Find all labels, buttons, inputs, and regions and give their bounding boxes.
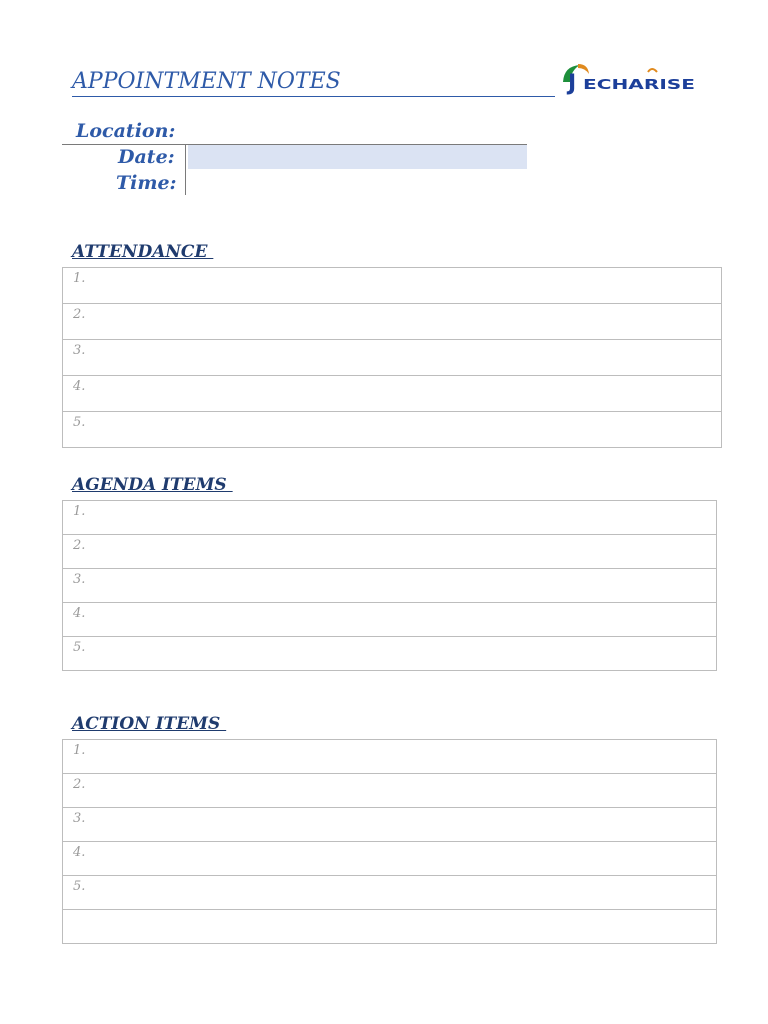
attendance-row[interactable]: [62, 304, 722, 340]
row-number: 5.: [73, 879, 86, 894]
action-item-row[interactable]: [62, 842, 717, 876]
agenda-list: [62, 500, 717, 671]
location-label: Location:: [76, 120, 176, 142]
row-number: 2.: [73, 777, 86, 792]
agenda-row[interactable]: [62, 637, 717, 671]
attendance-heading: ATTENDANCE: [72, 242, 214, 262]
action-item-row[interactable]: [62, 910, 717, 944]
row-number: 3.: [73, 343, 86, 358]
row-number: 1.: [73, 271, 86, 286]
attendance-list: [62, 267, 722, 448]
agenda-row[interactable]: [62, 603, 717, 637]
row-number: 4.: [73, 845, 86, 860]
row-number: 4.: [73, 606, 86, 621]
action-item-row[interactable]: [62, 740, 717, 774]
action-items-list: [62, 739, 717, 944]
row-number: 3.: [73, 811, 86, 826]
time-label: Time:: [116, 172, 177, 194]
agenda-row[interactable]: [62, 501, 717, 535]
row-number: 3.: [73, 572, 86, 587]
date-label: Date:: [118, 146, 175, 168]
attendance-row[interactable]: [62, 268, 722, 304]
page-title: APPOINTMENT NOTES: [72, 68, 555, 97]
row-number: 2.: [73, 538, 86, 553]
attendance-row[interactable]: [62, 376, 722, 412]
date-field[interactable]: [188, 145, 527, 169]
attendance-row[interactable]: [62, 340, 722, 376]
label-divider: [185, 145, 186, 195]
row-number: 5.: [73, 640, 86, 655]
row-number: 1.: [73, 504, 86, 519]
svg-text:J: J: [568, 71, 577, 96]
row-number: 4.: [73, 379, 86, 394]
row-number: 1.: [73, 743, 86, 758]
action-item-row[interactable]: [62, 774, 717, 808]
action-item-row[interactable]: [62, 808, 717, 842]
action-items-heading: ACTION ITEMS: [72, 714, 227, 734]
company-logo: [554, 60, 698, 96]
svg-text:ECHARISE: ECHARISE: [583, 78, 695, 93]
agenda-row[interactable]: [62, 535, 717, 569]
attendance-row[interactable]: [62, 412, 722, 448]
row-number: 2.: [73, 307, 86, 322]
action-item-row[interactable]: [62, 876, 717, 910]
agenda-row[interactable]: [62, 569, 717, 603]
agenda-heading: AGENDA ITEMS: [72, 475, 233, 495]
row-number: 5.: [73, 415, 86, 430]
